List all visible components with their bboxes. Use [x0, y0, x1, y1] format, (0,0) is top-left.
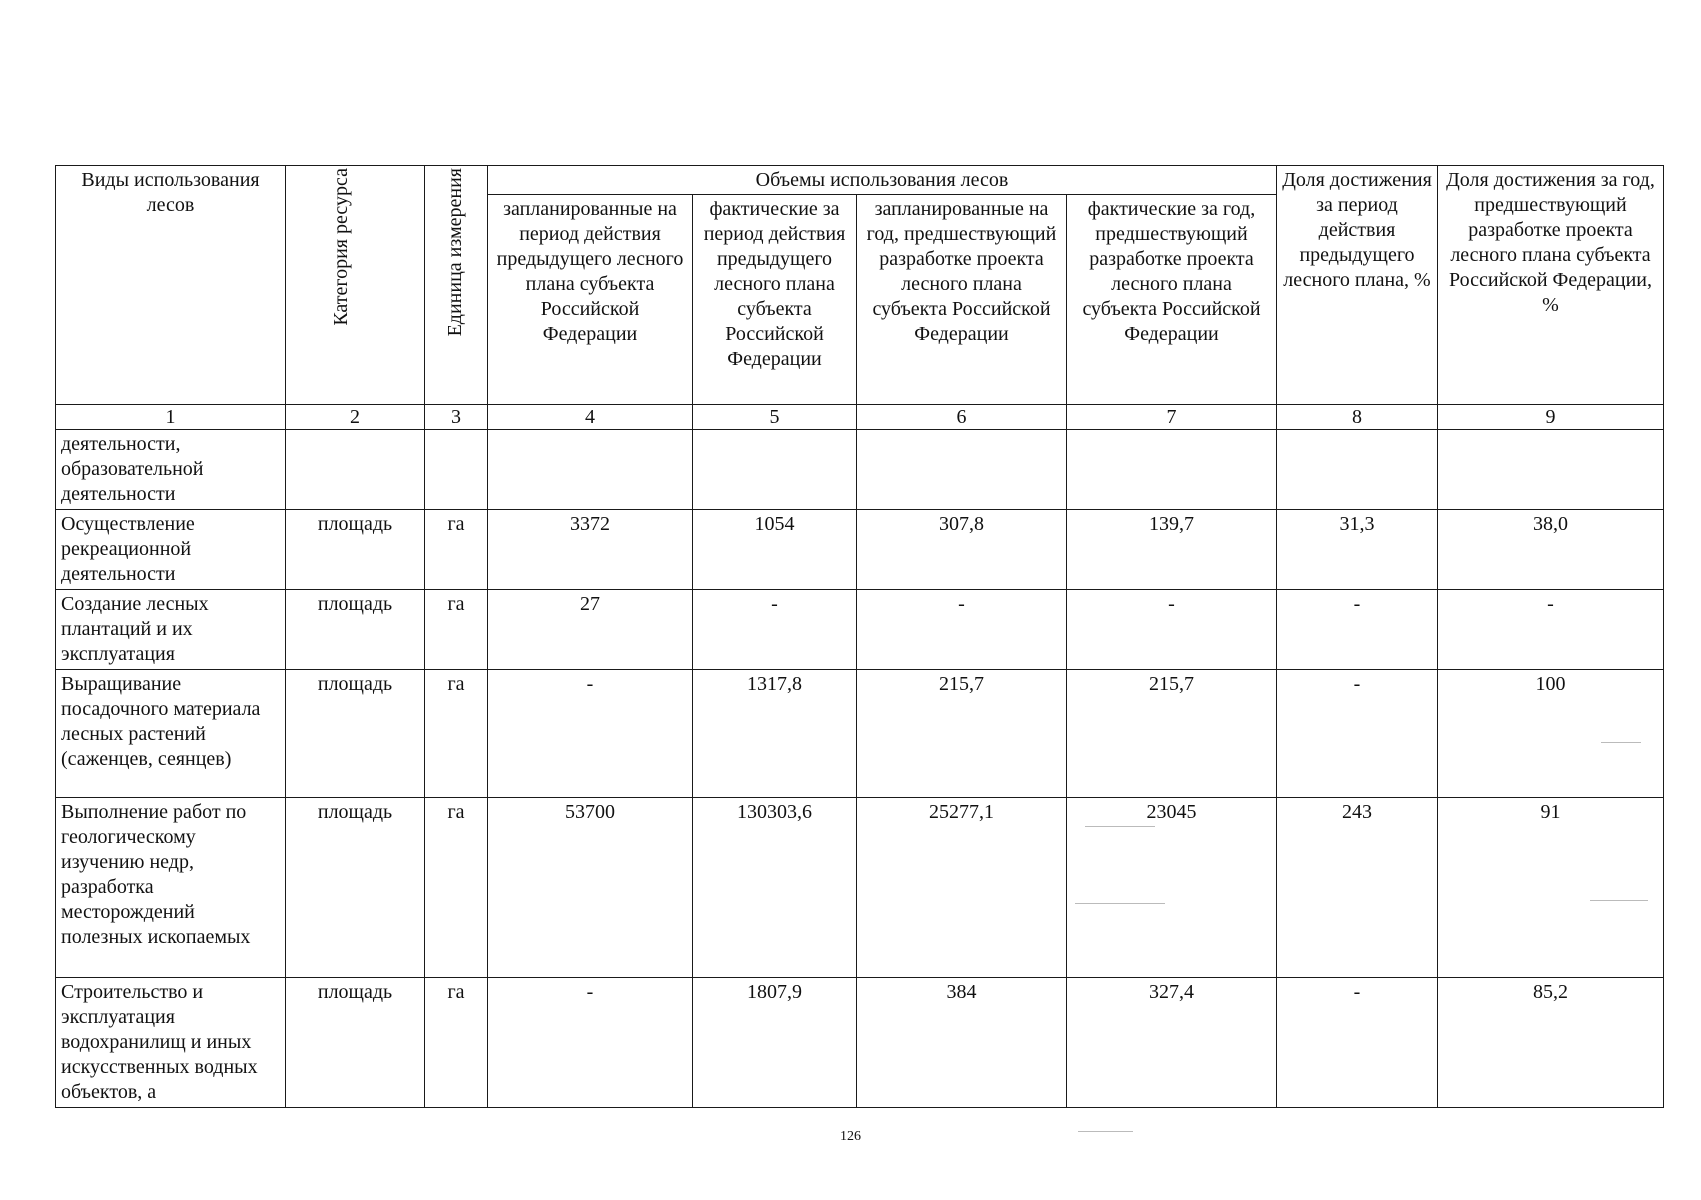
row-share-period-value: 31,3	[1277, 510, 1438, 590]
row-unit: га	[425, 510, 488, 590]
row-share-period-value: 243	[1277, 798, 1438, 978]
row-actual-period-value: -	[693, 590, 857, 670]
row-actual-year-value: 215,7	[1067, 670, 1277, 798]
page-number: 126	[840, 1129, 861, 1144]
header-actual-year: фактические за год, предшествующий разработке проекта лесного плана субъекта Российской Федерации	[1067, 195, 1277, 405]
row-planned-period-value: 3372	[488, 510, 693, 590]
table-row	[56, 430, 1664, 510]
table-row	[56, 670, 1664, 798]
row-planned-period-value: -	[488, 670, 693, 798]
row-actual-year-value: 139,7	[1067, 510, 1277, 590]
row-actual-year-value: 23045	[1067, 798, 1277, 978]
row-share-period-value: -	[1277, 670, 1438, 798]
row-resource-category: площадь	[286, 510, 425, 590]
row-planned-period-value	[488, 430, 693, 510]
row-share-year-value: 85,2	[1438, 978, 1664, 1108]
row-actual-year-value: 327,4	[1067, 978, 1277, 1108]
table-row	[56, 510, 1664, 590]
row-planned-year-value: 307,8	[857, 510, 1067, 590]
row-actual-period-value: 1054	[693, 510, 857, 590]
row-planned-period-value: 27	[488, 590, 693, 670]
row-unit: га	[425, 670, 488, 798]
header-resource-category-text: Категория ресурса	[330, 168, 352, 326]
row-actual-year-value: -	[1067, 590, 1277, 670]
row-actual-year-value	[1067, 430, 1277, 510]
row-actual-period-value: 1317,8	[693, 670, 857, 798]
row-actual-period-value: 130303,6	[693, 798, 857, 978]
row-share-year-value: 91	[1438, 798, 1664, 978]
scan-mark	[1590, 900, 1648, 901]
row-planned-period-value: -	[488, 978, 693, 1108]
table-row	[56, 590, 1664, 670]
column-number: 6	[857, 405, 1067, 430]
row-type-of-use: Выполнение работ по геологическому изучению недр, разработка месторождений полезных ископаемых	[56, 798, 286, 978]
scan-mark	[1085, 826, 1155, 827]
header-actual-period: фактические за период действия предыдущего лесного плана субъекта Российской Федерации	[693, 195, 857, 405]
column-number: 5	[693, 405, 857, 430]
column-number: 8	[1277, 405, 1438, 430]
row-unit: га	[425, 798, 488, 978]
row-resource-category: площадь	[286, 590, 425, 670]
row-planned-year-value: -	[857, 590, 1067, 670]
row-type-of-use: Строительство и эксплуатация водохранилищ и иных искусственных водных объектов, а	[56, 978, 286, 1108]
header-resource-category	[286, 166, 425, 405]
header-achievement-share-period: Доля достижения за период действия предыдущего лесного плана, %	[1277, 166, 1438, 405]
row-resource-category: площадь	[286, 798, 425, 978]
column-number: 1	[56, 405, 286, 430]
row-share-period-value: -	[1277, 978, 1438, 1108]
row-share-year-value: -	[1438, 590, 1664, 670]
header-forest-use-volumes: Объемы использования лесов	[488, 166, 1277, 195]
header-planned-period: запланированные на период действия предыдущего лесного плана субъекта Российской Федерации	[488, 195, 693, 405]
row-share-period-value: -	[1277, 590, 1438, 670]
scan-mark	[1075, 903, 1165, 904]
header-unit-of-measure	[425, 166, 488, 405]
column-number-row	[56, 405, 1664, 430]
row-unit	[425, 430, 488, 510]
row-unit: га	[425, 590, 488, 670]
row-actual-period-value: 1807,9	[693, 978, 857, 1108]
row-share-year-value: 38,0	[1438, 510, 1664, 590]
column-number: 3	[425, 405, 488, 430]
row-resource-category: площадь	[286, 670, 425, 798]
row-planned-year-value: 215,7	[857, 670, 1067, 798]
column-number: 9	[1438, 405, 1664, 430]
header-types-of-use: Виды использования лесов	[56, 166, 286, 405]
row-actual-period-value	[693, 430, 857, 510]
column-number: 7	[1067, 405, 1277, 430]
row-planned-year-value	[857, 430, 1067, 510]
row-share-year-value: 100	[1438, 670, 1664, 798]
row-type-of-use: Создание лесных плантаций и их эксплуатация	[56, 590, 286, 670]
forest-use-table	[55, 165, 1664, 1108]
row-planned-year-value: 384	[857, 978, 1067, 1108]
row-type-of-use: Выращивание посадочного материала лесных растений (саженцев, сеянцев)	[56, 670, 286, 798]
column-number: 2	[286, 405, 425, 430]
forest-use-table-sheet	[55, 165, 1663, 1108]
row-resource-category: площадь	[286, 978, 425, 1108]
header-planned-year: запланированные на год, предшествующий разработке проекта лесного плана субъекта Российской Федерации	[857, 195, 1067, 405]
row-share-period-value	[1277, 430, 1438, 510]
header-achievement-share-year: Доля достижения за год, предшествующий разработке проекта лесного плана субъекта Российской Федерации, %	[1438, 166, 1664, 405]
row-share-year-value	[1438, 430, 1664, 510]
table-row	[56, 798, 1664, 978]
header-unit-of-measure-text: Единица измерения	[443, 168, 466, 337]
row-planned-year-value: 25277,1	[857, 798, 1067, 978]
row-type-of-use: Осуществление рекреационной деятельности	[56, 510, 286, 590]
column-number: 4	[488, 405, 693, 430]
table-row	[56, 978, 1664, 1108]
row-planned-period-value: 53700	[488, 798, 693, 978]
scan-mark	[1601, 742, 1641, 743]
row-resource-category	[286, 430, 425, 510]
row-type-of-use: деятельности, образовательной деятельности	[56, 430, 286, 510]
row-unit: га	[425, 978, 488, 1108]
